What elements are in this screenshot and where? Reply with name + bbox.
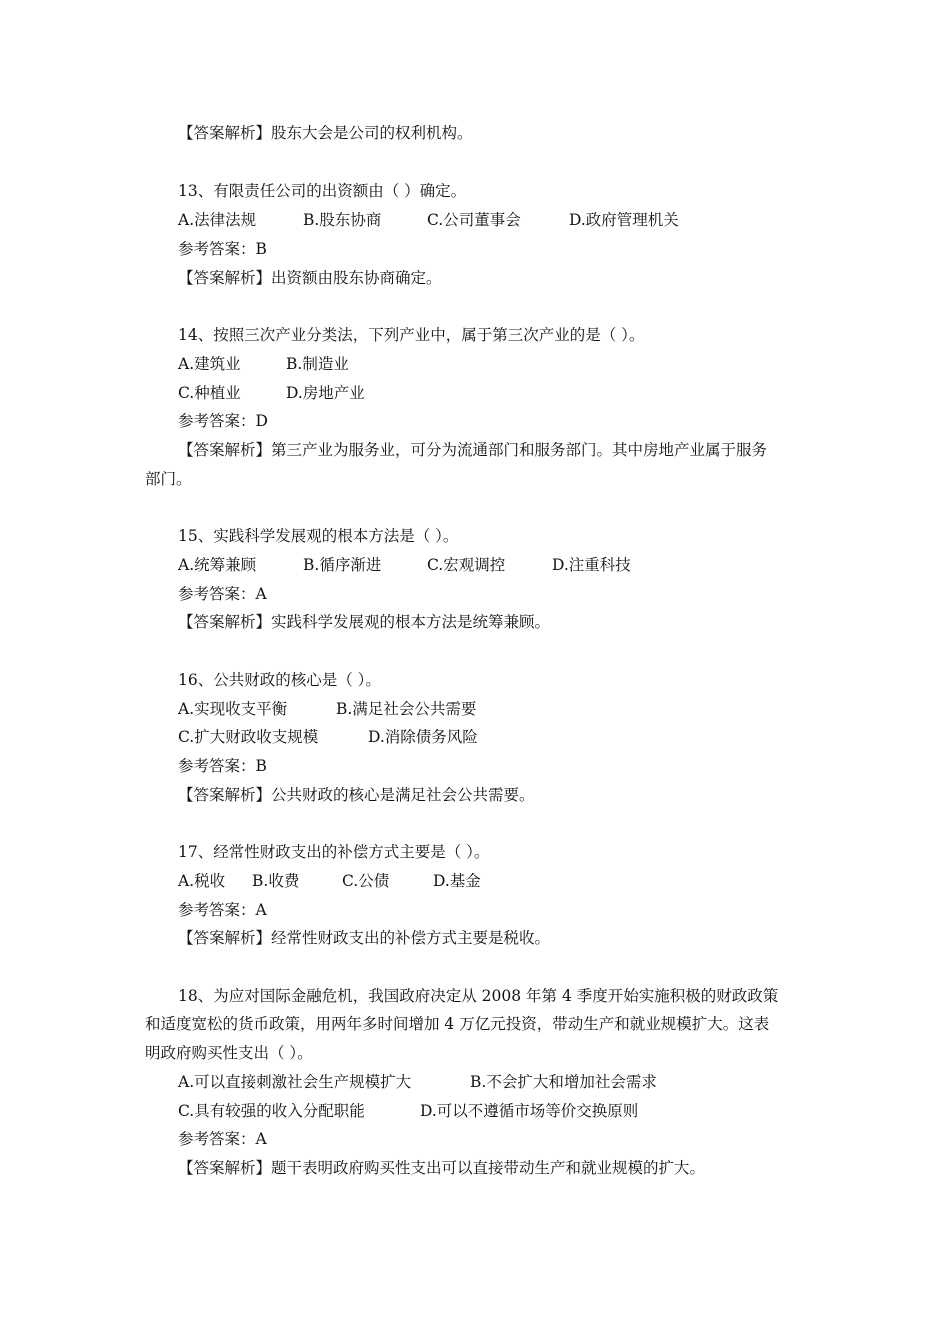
- reference-answer: 参考答案：D: [178, 412, 268, 430]
- question-options: [178, 354, 349, 374]
- question-options: [178, 699, 476, 719]
- option-a: A.可以直接刺激社会生产规模扩大: [178, 1073, 412, 1091]
- option-c: C.具有较强的收入分配职能: [178, 1102, 365, 1120]
- option-c: C.公司董事会: [427, 211, 521, 229]
- option-c: C.扩大财政收支规模: [178, 728, 319, 746]
- option-b: B.循序渐进: [303, 556, 382, 574]
- question-options: [178, 383, 365, 403]
- option-a: A.税收: [178, 872, 226, 890]
- option-b: B.满足社会公共需要: [336, 700, 477, 718]
- question-stem: 14、按照三次产业分类法，下列产业中，属于第三次产业的是（ ）。: [178, 326, 645, 344]
- question-options: [178, 1072, 657, 1092]
- option-d: D.房地产业: [286, 384, 365, 402]
- question-options: [178, 1101, 638, 1121]
- answer-analysis: 【答案解析】经常性财政支出的补偿方式主要是税收。: [178, 929, 551, 947]
- option-c: C.公债: [342, 872, 390, 890]
- answer-analysis: 【答案解析】股东大会是公司的权利机构。: [178, 124, 473, 142]
- option-a: A.实现收支平衡: [178, 700, 288, 718]
- question-options: [178, 210, 679, 230]
- option-b: B.股东协商: [303, 211, 382, 229]
- option-b: B.不会扩大和增加社会需求: [470, 1073, 657, 1091]
- question-stem-continued: 和适度宽松的货币政策，用两年多时间增加 4 万亿元投资，带动生产和就业规模扩大。这表: [145, 1015, 770, 1033]
- question-stem: 16、公共财政的核心是（ ）。: [178, 671, 381, 689]
- reference-answer: 参考答案：A: [178, 585, 267, 603]
- question-stem-continued: 明政府购买性支出（ ）。: [145, 1044, 313, 1062]
- question-options: [178, 871, 481, 891]
- question-options: [178, 727, 478, 747]
- option-d: D.可以不遵循市场等价交换原则: [420, 1102, 639, 1120]
- question-stem: 13、有限责任公司的出资额由（ ）确定。: [178, 182, 467, 200]
- option-a: A.法律法规: [178, 211, 257, 229]
- option-d: D.消除债务风险: [368, 728, 478, 746]
- question-stem: 15、实践科学发展观的根本方法是（ ）。: [178, 527, 459, 545]
- option-d: D.基金: [433, 872, 481, 890]
- reference-answer: 参考答案：B: [178, 757, 267, 775]
- option-c: C.宏观调控: [427, 556, 506, 574]
- answer-analysis: 【答案解析】出资额由股东协商确定。: [178, 269, 442, 287]
- answer-analysis: 【答案解析】公共财政的核心是满足社会公共需要。: [178, 786, 535, 804]
- option-b: B.制造业: [286, 355, 349, 373]
- option-d: D.注重科技: [552, 556, 631, 574]
- option-d: D.政府管理机关: [569, 211, 679, 229]
- option-a: A.建筑业: [178, 355, 241, 373]
- reference-answer: 参考答案：A: [178, 901, 267, 919]
- option-a: A.统筹兼顾: [178, 556, 257, 574]
- answer-analysis: 【答案解析】第三产业为服务业，可分为流通部门和服务部门。其中房地产业属于服务: [178, 441, 768, 459]
- reference-answer: 参考答案：A: [178, 1130, 267, 1148]
- answer-analysis-continued: 部门。: [145, 470, 192, 488]
- question-options: [178, 555, 631, 575]
- reference-answer: 参考答案：B: [178, 240, 267, 258]
- option-c: C.种植业: [178, 384, 241, 402]
- answer-analysis: 【答案解析】题干表明政府购买性支出可以直接带动生产和就业规模的扩大。: [178, 1159, 706, 1177]
- answer-analysis: 【答案解析】实践科学发展观的根本方法是统筹兼顾。: [178, 613, 551, 631]
- question-stem: 18、为应对国际金融危机，我国政府决定从 2008 年第 4 季度开始实施积极的财政政策: [178, 987, 779, 1005]
- option-b: B.收费: [252, 872, 300, 890]
- question-stem: 17、经常性财政支出的补偿方式主要是（ ）。: [178, 843, 490, 861]
